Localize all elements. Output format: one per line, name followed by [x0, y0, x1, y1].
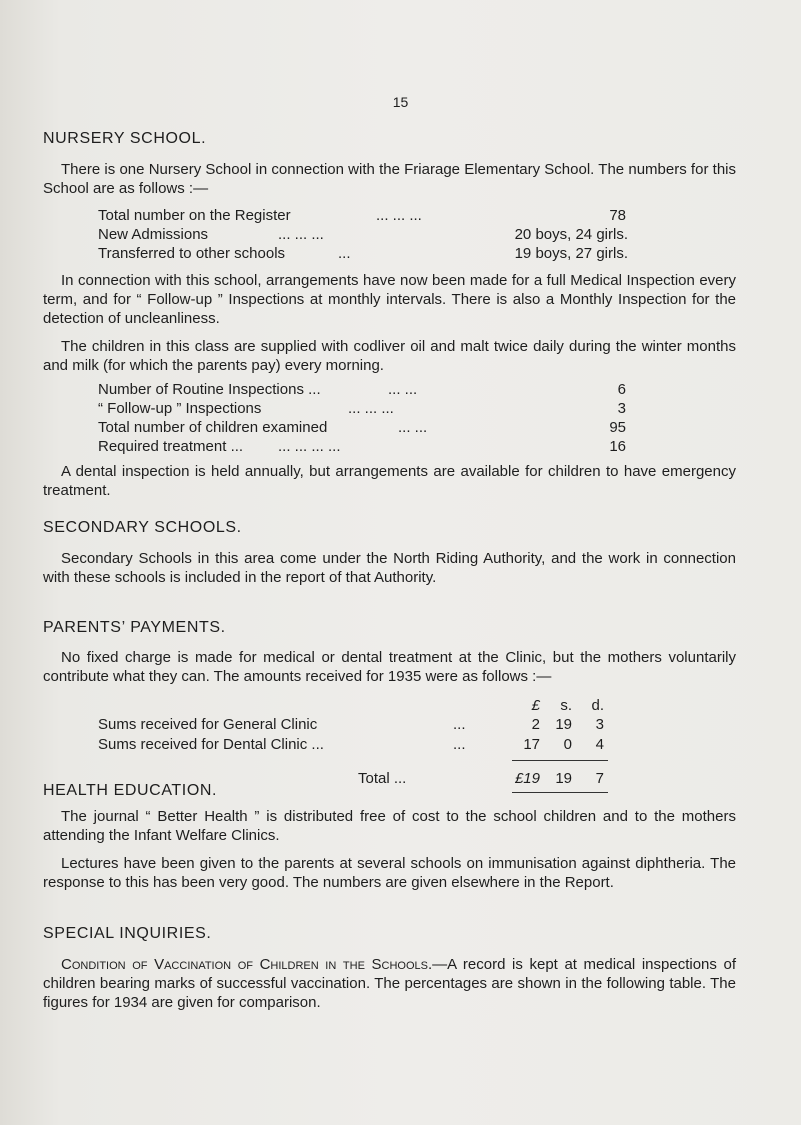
nursery-heading: NURSERY SCHOOL. [43, 130, 207, 147]
pound-column-header: £ [531, 697, 540, 714]
total-shillings: 19 [555, 770, 572, 787]
nursery-para2 [43, 271, 736, 328]
row-label: Required treatment ... [98, 438, 244, 455]
routine-inspections-row [98, 380, 628, 399]
treatment-row [98, 437, 628, 456]
pence-cell: 4 [595, 736, 604, 753]
special-subheading: Condition of Vaccination of Children in the Schools. [61, 956, 433, 973]
secondary-para [43, 549, 736, 587]
row-leader: ... ... [388, 381, 418, 398]
row-leader: ... ... ... [278, 226, 324, 243]
health-para2-text: Lectures have been given to the parents at several schools on immunisation against diphtheria. The response to this has been very good. The numbers are given elsewhere in the Report. [43, 855, 736, 891]
dental-clinic-row [98, 735, 638, 754]
follow-up-row [98, 399, 628, 418]
special-para [43, 955, 736, 1012]
pence-cell: 3 [595, 716, 604, 733]
row-value: 20 boys, 24 girls. [514, 226, 628, 243]
nursery-para3-text: The children in this class are supplied with codliver oil and malt twice daily during the winter months and milk (for which the parents pay) every morning. [43, 338, 736, 374]
row-value: 78 [609, 207, 626, 224]
row-leader: ... ... [398, 419, 428, 436]
payments-text: No fixed charge is made for medical or dental treatment at the Clinic, but the mothers voluntarily contribute what they can. The amounts received for 1935 were as follows :— [43, 649, 736, 685]
row-label: New Admissions [98, 226, 209, 243]
nursery-intro-text: There is one Nursery School in connection with the Friarage Elementary School. The numbers for this School are as follows :— [43, 161, 736, 197]
shillings-column-header: s. [560, 697, 572, 714]
row-leader: ... [453, 716, 466, 733]
row-value: 16 [609, 438, 626, 455]
special-heading: SPECIAL INQUIRIES. [43, 925, 212, 942]
row-leader: ... ... ... [348, 400, 394, 417]
row-leader: ... [338, 245, 351, 262]
row-label: “ Follow-up ” Inspections [98, 400, 262, 417]
special-paragraph [43, 955, 736, 1012]
transferred-row [98, 244, 628, 263]
total-bottom-rule [512, 792, 608, 793]
nursery-para4-text: A dental inspection is held annually, but arrangements are available for children to have emergency treatment. [43, 463, 736, 499]
row-label: Sums received for Dental Clinic ... [98, 736, 324, 753]
admissions-row [98, 225, 628, 244]
pounds-cell: 2 [531, 716, 540, 733]
payments-para [43, 648, 736, 686]
health-para1 [43, 807, 736, 845]
total-pounds: £19 [514, 770, 540, 787]
row-leader: ... ... ... [376, 207, 422, 224]
pounds-cell: 17 [523, 736, 540, 753]
nursery-para4 [43, 462, 736, 500]
special-text: —A record is kept at medical inspections of children bearing marks of successful vaccination. The percentages are shown in the following table. The figures for 1934 are given for comparison. [43, 956, 736, 1011]
total-top-rule [512, 760, 608, 761]
row-label: Sums received for General Clinic [98, 716, 318, 733]
nursery-para2-text: In connection with this school, arrangements have now been made for a full Medical Inspection every term, and for “ Follow-up ” Inspections at monthly intervals. There is also a Monthly Inspection for the detection of uncleanliness. [43, 272, 736, 327]
general-clinic-row [98, 715, 638, 734]
secondary-text: Secondary Schools in this area come under the North Riding Authority, and the work in connection with these schools is included in the report of that Authority. [43, 550, 736, 586]
row-value: 3 [617, 400, 626, 417]
shillings-cell: 19 [555, 716, 572, 733]
payments-heading: PARENTS’ PAYMENTS. [43, 619, 226, 636]
row-label: Transferred to other schools [98, 245, 286, 262]
total-pence: 7 [595, 770, 604, 787]
nursery-intro [43, 160, 736, 198]
row-label: Total number of children examined [98, 419, 328, 436]
row-label: Total number on the Register [98, 207, 291, 224]
row-leader: ... ... ... ... [278, 438, 341, 455]
examined-row [98, 418, 628, 437]
row-value: 6 [617, 381, 626, 398]
row-leader: ... [453, 736, 466, 753]
health-para1-text: The journal “ Better Health ” is distributed free of cost to the school children and to the mothers attending the Infant Welfare Clinics. [43, 808, 736, 844]
register-row [98, 206, 628, 225]
shillings-cell: 0 [563, 736, 572, 753]
row-value: 95 [609, 419, 626, 436]
money-column-headers [98, 696, 638, 715]
page-number: 15 [392, 94, 409, 110]
row-label: Number of Routine Inspections ... [98, 381, 321, 398]
nursery-para3 [43, 337, 736, 375]
health-para2 [43, 854, 736, 892]
secondary-heading: SECONDARY SCHOOLS. [43, 519, 242, 536]
row-value: 19 boys, 27 girls. [514, 245, 628, 262]
pence-column-header: d. [591, 697, 604, 714]
health-heading: HEALTH EDUCATION. [43, 782, 218, 799]
total-label: Total ... [358, 770, 407, 787]
